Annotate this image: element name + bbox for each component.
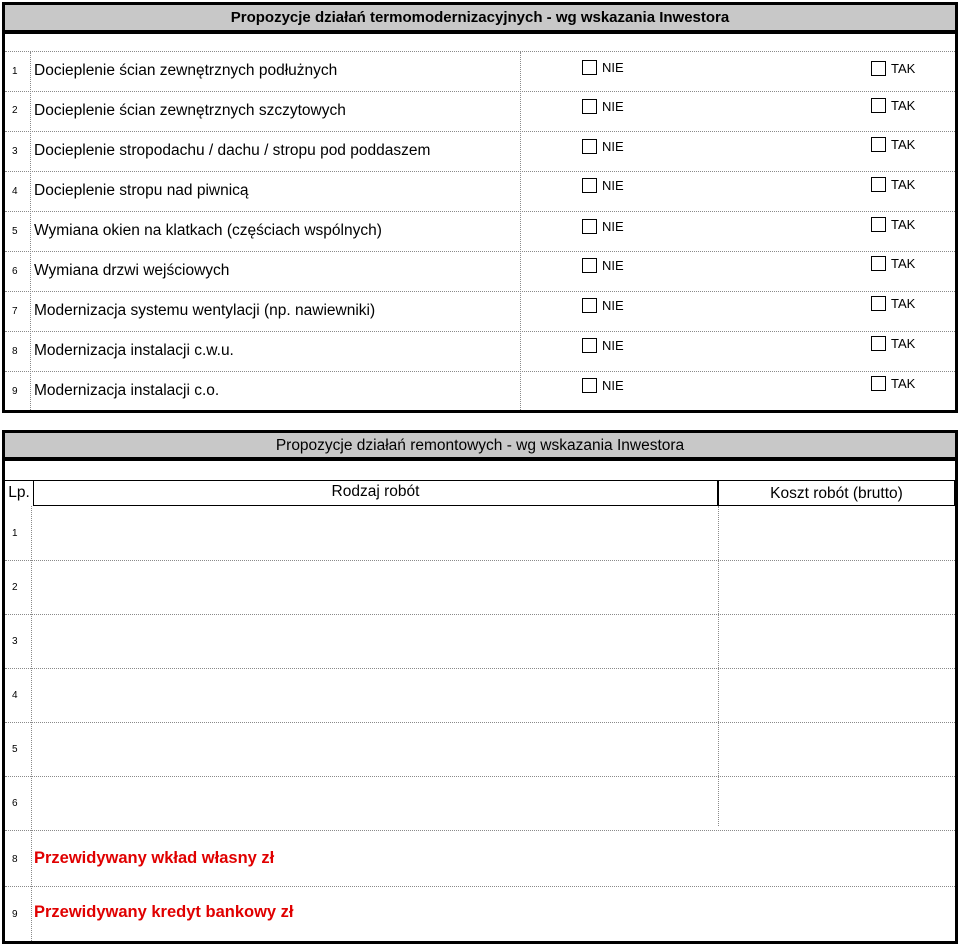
checkbox-yes[interactable] (871, 98, 886, 113)
checkbox-yes[interactable] (871, 376, 886, 391)
own-contribution-field[interactable] (340, 834, 954, 884)
measure-label: Docieplenie stropodachu / dachu / stropu pod poddaszem (34, 142, 431, 159)
column-separator (718, 506, 719, 826)
row-separator (5, 830, 955, 831)
row-number: 2 (12, 105, 18, 116)
row-separator (5, 131, 955, 132)
own-contribution-label: Przewidywany wkład własny zł (34, 849, 275, 867)
option-no-label: NIE (602, 178, 624, 193)
option-yes-label: TAK (891, 336, 916, 351)
checkbox-no[interactable] (582, 219, 597, 234)
option-no-label: NIE (602, 378, 624, 393)
row-number: 5 (12, 744, 18, 755)
checkbox-yes[interactable] (871, 336, 886, 351)
row-number: 5 (12, 226, 18, 237)
row-number: 2 (12, 582, 18, 593)
header-lp: Lp. (8, 484, 30, 501)
row-number: 4 (12, 186, 18, 197)
row-separator (5, 886, 955, 887)
column-separator (30, 52, 31, 410)
option-no[interactable] (582, 378, 624, 393)
checkbox-yes[interactable] (871, 137, 886, 152)
row-separator (5, 668, 955, 669)
checkbox-no[interactable] (582, 99, 597, 114)
work-type-field[interactable] (33, 616, 717, 666)
checkbox-yes[interactable] (871, 217, 886, 232)
row-number: 6 (12, 266, 18, 277)
option-yes-label: TAK (891, 376, 916, 391)
option-no[interactable] (582, 99, 624, 114)
measure-label: Wymiana drzwi wejściowych (34, 262, 230, 279)
column-separator (520, 52, 521, 410)
checkbox-no[interactable] (582, 139, 597, 154)
option-no[interactable] (582, 60, 624, 75)
row-separator (5, 560, 955, 561)
row-number: 8 (12, 346, 18, 357)
measure-label: Modernizacja instalacji c.w.u. (34, 342, 234, 359)
option-yes[interactable] (871, 61, 915, 76)
bank-loan-field[interactable] (340, 889, 954, 939)
option-yes-label: TAK (891, 256, 916, 271)
header-cost: Koszt robót (brutto) (770, 485, 903, 502)
checkbox-no[interactable] (582, 378, 597, 393)
option-yes[interactable] (871, 177, 915, 192)
row-separator (5, 291, 955, 292)
row-separator (5, 171, 955, 172)
option-no-label: NIE (602, 338, 624, 353)
work-type-field[interactable] (33, 724, 717, 774)
row-number: 7 (12, 306, 18, 317)
header-work: Rodzaj robót (331, 483, 420, 500)
option-no-label: NIE (602, 99, 624, 114)
row-separator (5, 51, 955, 52)
option-yes-label: TAK (891, 177, 916, 192)
checkbox-yes[interactable] (871, 61, 886, 76)
option-yes-label: TAK (891, 296, 916, 311)
row-number: 4 (12, 690, 18, 701)
checkbox-no[interactable] (582, 298, 597, 313)
work-type-field[interactable] (33, 778, 717, 828)
work-cost-field[interactable] (720, 724, 954, 774)
column-separator (31, 506, 32, 941)
row-separator (5, 211, 955, 212)
measure-label: Docieplenie ścian zewnętrznych szczytowych (34, 102, 346, 119)
option-yes-label: TAK (891, 61, 916, 76)
row-number: 1 (12, 66, 18, 77)
option-no-label: NIE (602, 219, 624, 234)
measure-label: Wymiana okien na klatkach (częściach wspólnych) (34, 222, 382, 239)
option-no[interactable] (582, 139, 624, 154)
checkbox-no[interactable] (582, 60, 597, 75)
work-type-field[interactable] (33, 508, 717, 558)
work-cost-field[interactable] (720, 562, 954, 612)
checkbox-no[interactable] (582, 258, 597, 273)
option-no-label: NIE (602, 60, 624, 75)
option-yes[interactable] (871, 137, 915, 152)
section2-title: Propozycje działań remontowych - wg wskazania Inwestora (2, 430, 958, 460)
work-cost-field[interactable] (720, 778, 954, 828)
option-yes[interactable] (871, 256, 915, 271)
option-yes[interactable] (871, 217, 915, 232)
option-no-label: NIE (602, 258, 624, 273)
row-separator (5, 371, 955, 372)
option-yes[interactable] (871, 296, 915, 311)
option-no[interactable] (582, 178, 624, 193)
row-separator (5, 614, 955, 615)
checkbox-no[interactable] (582, 178, 597, 193)
option-no[interactable] (582, 338, 624, 353)
option-no-label: NIE (602, 298, 624, 313)
checkbox-no[interactable] (582, 338, 597, 353)
measure-label: Modernizacja instalacji c.o. (34, 382, 220, 399)
row-separator (5, 91, 955, 92)
row-separator (5, 776, 955, 777)
option-yes[interactable] (871, 376, 915, 391)
option-yes-label: TAK (891, 217, 916, 232)
option-yes-label: TAK (891, 137, 916, 152)
checkbox-yes[interactable] (871, 256, 886, 271)
row-separator (5, 251, 955, 252)
option-no[interactable] (582, 258, 624, 273)
checkbox-yes[interactable] (871, 296, 886, 311)
option-no[interactable] (582, 219, 624, 234)
option-yes-label: TAK (891, 98, 916, 113)
work-cost-field[interactable] (720, 508, 954, 558)
work-cost-field[interactable] (720, 670, 954, 720)
row-number: 3 (12, 636, 18, 647)
option-yes[interactable] (871, 336, 915, 351)
row-number: 1 (12, 528, 18, 539)
work-type-field[interactable] (33, 562, 717, 612)
row-number: 6 (12, 798, 18, 809)
option-no[interactable] (582, 298, 624, 313)
option-yes[interactable] (871, 98, 915, 113)
work-cost-field[interactable] (720, 616, 954, 666)
option-no-label: NIE (602, 139, 624, 154)
row-separator (5, 722, 955, 723)
measure-label: Docieplenie ścian zewnętrznych podłużnych (34, 62, 338, 79)
bank-loan-label: Przewidywany kredyt bankowy zł (34, 903, 294, 921)
work-type-field[interactable] (33, 670, 717, 720)
measure-label: Docieplenie stropu nad piwnicą (34, 182, 249, 199)
row-separator (5, 331, 955, 332)
measure-label: Modernizacja systemu wentylacji (np. nawiewniki) (34, 302, 376, 319)
row-number: 3 (12, 146, 18, 157)
section1-title: Propozycje działań termomodernizacyjnych - wg wskazania Inwestora (2, 2, 958, 33)
checkbox-yes[interactable] (871, 177, 886, 192)
row-number: 9 (12, 386, 18, 397)
row-number: 8 (12, 854, 18, 865)
row-number: 9 (12, 909, 18, 920)
